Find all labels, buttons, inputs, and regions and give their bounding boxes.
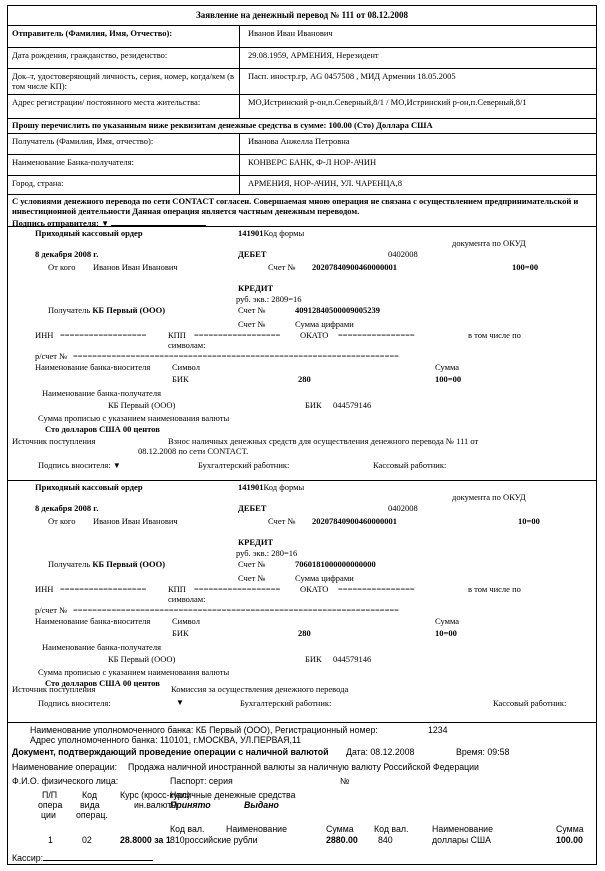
order-header: Приходный кассовый ордер [35, 228, 143, 238]
rub-equivalent: руб. экв.: 280=16 [236, 548, 298, 558]
source-label: Источник поступления [12, 436, 96, 446]
city-country-value: АРМЕНИЯ, НОР-АЧИН, УЛ. ЧАРЕНЦА,8 [248, 178, 402, 188]
recipient-value: Иванова Анжелла Петровна [248, 136, 350, 146]
consent-text: С условиями денежного перевода по сети CONTACT согласен. Совершаемая мною операция не связана с осуществлением предпринимательской и инвестиционной деятельности Данная операция является частным денежным переводом. [12, 196, 579, 216]
accountant-label: Бухгалтерский работник: [240, 698, 332, 708]
cashier-signature-line [12, 853, 153, 864]
recipient-row [8, 134, 596, 155]
depositor-signature-label: Подпись вносителя: [38, 698, 111, 708]
from-name: Иванов Иван Иванович [93, 516, 178, 526]
signature-arrow-icon: ▼ [176, 698, 184, 707]
inn-label: ИНН [35, 584, 54, 594]
accountant-label: Бухгалтерский работник: [198, 460, 290, 470]
recipient-label: Получатель (Фамилия, Имя, отчество): [8, 134, 240, 154]
symbol-label: Символ [172, 362, 200, 372]
signature-arrow-icon: ▼ [101, 219, 109, 229]
form-code-label: Код формы [263, 482, 305, 492]
kpp-value: ================== [194, 584, 281, 594]
sender-value: Иванов Иван Иванович [248, 28, 333, 38]
from-label: От кого [48, 262, 76, 272]
symbol-label: Символ [172, 616, 200, 626]
exchange-table-row [8, 836, 596, 847]
passport-label: Паспорт: серия [170, 776, 233, 786]
debit-label: ДЕБЕТ [238, 503, 267, 513]
authorized-bank-line: Наименование уполномоченного банка: КБ Первый (ООО), Регистрационный номер: [30, 725, 378, 735]
bank-recipient-name: КБ Первый (ООО) [108, 400, 176, 410]
including-label: в том числе по [468, 584, 521, 594]
cash-order-1 [8, 226, 596, 480]
order-date: 8 декабря 2008 г. [35, 249, 99, 259]
col-rate-2: ин.валюты [134, 800, 178, 810]
consent-block [8, 195, 596, 229]
credit-account: 40912840500009005239 [295, 305, 380, 315]
form-code-label: Код формы [263, 228, 305, 238]
kpp-label: КПП [168, 330, 186, 340]
okud-code: 0402008 [388, 503, 418, 513]
form-code-line [238, 229, 304, 239]
row-currency-name-out: доллары США [432, 835, 491, 845]
payee-name: КБ Первый (ООО) [92, 559, 166, 569]
from-name: Иванов Иван Иванович [93, 262, 178, 272]
rs-label: р/счет № [35, 605, 68, 615]
passport-number-label: № [340, 776, 350, 786]
sum-value: 10=00 [435, 628, 457, 638]
payee-label: Получатель [48, 559, 91, 569]
currency-exchange-block [8, 722, 596, 864]
rs-value: ==================================================================== [73, 605, 399, 615]
id-doc-label: Док–т, удостоверяющий личность, серия, номер, когда/кем (в том числе КП): [8, 69, 240, 94]
row-sum-in: 2880.00 [326, 835, 358, 845]
row-rate: 28.8000 за 1 [120, 835, 171, 845]
page-title [8, 6, 596, 26]
form-code: 141901 [238, 482, 264, 492]
operation-name-label: Наименование операции: [12, 762, 118, 772]
rub-equivalent: руб. экв.: 2809=16 [236, 294, 302, 304]
credit-label: КРЕДИТ [238, 283, 274, 293]
operation-time: Время: 09:58 [456, 747, 510, 757]
bik-label: БИК [172, 374, 189, 384]
credit-account: 7060181000000000000 [295, 559, 376, 569]
account-label: Счет № [268, 262, 296, 272]
cashier-label: Кассовый работник: [373, 460, 447, 470]
okato-label: ОКАТО [300, 330, 329, 340]
bank-recipient-name: КБ Первый (ООО) [108, 654, 176, 664]
payee-label: Получатель [48, 305, 91, 315]
col-pp-2: опера [38, 800, 63, 810]
bik2-label: БИК [305, 654, 322, 664]
sum-label: Сумма [435, 616, 460, 626]
sub-code-out: Код вал. [374, 824, 409, 834]
confirmation-doc-title: Документ, подтверждающий проведение операции с наличной валютой [12, 747, 329, 757]
operation-name-value: Продажа наличной иностранной валюты за наличную валюту Российской Федерации [128, 762, 479, 772]
sum-digits-label: Сумма цифрами [295, 319, 354, 329]
recipient-bank-row [8, 155, 596, 176]
okud-label: документа по ОКУД [452, 238, 526, 248]
col-code-1: Код [82, 790, 97, 800]
issued-label: Выдано [244, 800, 279, 810]
okato-value: ================ [338, 584, 415, 594]
cash-order-2 [8, 480, 596, 722]
registration-number: 1234 [428, 725, 448, 735]
credit-label: КРЕДИТ [238, 537, 274, 547]
symbols-label: символам: [168, 340, 206, 350]
bank-address-line: Адрес уполномоченного банка: 110101, г.МОСКВА, УЛ.ПЕРВАЯ,11 [30, 735, 302, 745]
bik2-value: 044579146 [333, 654, 372, 664]
sub-sum-out: Сумма [556, 824, 584, 834]
debit-account: 20207840900460000001 [312, 262, 397, 272]
depositor-signature [38, 461, 121, 471]
source-label: Источник поступления [12, 684, 96, 694]
debit-account: 20207840900460000001 [312, 516, 397, 526]
row-currency-code-in: 810 [170, 835, 185, 845]
rs-value: ==================================================================== [73, 351, 399, 361]
transfer-request-row [8, 119, 596, 134]
okud-code: 0402008 [388, 249, 418, 259]
sum-value: 100=00 [435, 374, 462, 384]
row-currency-name-in: российские рубли [184, 835, 258, 845]
symbol-value: 280 [298, 628, 311, 638]
cash-funds-label: Наличные денежные средства [170, 790, 296, 800]
city-country-row [8, 176, 596, 195]
address-row [8, 95, 596, 119]
payee-line [48, 306, 165, 316]
sum-label: Сумма [435, 362, 460, 372]
row-sum-out: 100.00 [556, 835, 583, 845]
person-name-label: Ф.И.О. физического лица: [12, 776, 119, 786]
col-pp-1: П/П [42, 790, 58, 800]
inn-value: ================== [60, 330, 147, 340]
order-amount: 10=00 [518, 516, 540, 526]
transfer-request-text: Прошу перечислить по указанным ниже реквизитам денежные средства в сумме: 100.00 (Сто) Доллара США [12, 120, 433, 130]
sub-sum-in: Сумма [326, 824, 354, 834]
birth-value: 29.08.1959, АРМЕНИЯ, Нерезидент [248, 50, 379, 60]
debit-label: ДЕБЕТ [238, 249, 267, 259]
address-label: Адрес регистрации/ постоянного места жительства: [8, 95, 240, 118]
source-line2: 08.12.2008 по сети CONTACT. [138, 446, 249, 456]
credit-account-label: Счет № [238, 305, 266, 315]
inn-value: ================== [60, 584, 147, 594]
accepted-label: Принято [170, 800, 211, 810]
sender-label: Отправитель (Фамилия, Имя, Отчество): [8, 26, 240, 47]
sum-words: Сто долларов США 00 центов [45, 424, 160, 434]
sub-code-in: Код вал. [170, 824, 205, 834]
col-code-2: вида [80, 800, 100, 810]
bank-recipient-label: Наименование банка-получателя [42, 642, 161, 652]
id-doc-value: Пасп. иностр.гр, AG 0457508 , МИД Армении 18.05.2005 [248, 71, 456, 81]
order-date: 8 декабря 2008 г. [35, 503, 99, 513]
signature-arrow-icon: ▼ [112, 461, 121, 470]
address-value: МО,Истринский р-он,п.Северный,8/1 / МО,Истринский р-он,п.Северный,8/1 [248, 97, 527, 107]
recipient-bank-value: КОНВЕРС БАНК, Ф-Л НОР-АЧИН [248, 157, 377, 167]
sender-row [8, 26, 596, 48]
order-header: Приходный кассовый ордер [35, 482, 143, 492]
sub-name-in: Наименование [226, 824, 287, 834]
payee-line [48, 560, 165, 570]
cashier-signature-label: Кассир: [12, 853, 44, 863]
bik2-value: 044579146 [333, 400, 372, 410]
sum-words-label: Сумма прописью с указанием наименования валюты [38, 413, 230, 423]
credit-account-label: Счет № [238, 559, 266, 569]
account-label-2: Счет № [238, 573, 266, 583]
depositor-signature-label: Подпись вносителя: [38, 460, 111, 470]
source-line1: Взнос наличных денежных средств для осуществления денежного перевода № 111 от [168, 436, 479, 446]
col-pp-3: ции [41, 810, 56, 820]
okato-label: ОКАТО [300, 584, 329, 594]
form-code: 141901 [238, 228, 264, 238]
account-label-2: Счет № [238, 319, 266, 329]
cashier-label: Кассовый работник: [493, 698, 567, 708]
birth-row [8, 48, 596, 69]
cashier-underline [43, 853, 153, 861]
okud-label: документа по ОКУД [452, 492, 526, 502]
sum-digits-label: Сумма цифрами [295, 573, 354, 583]
row-op-code: 02 [82, 835, 92, 845]
kpp-label: КПП [168, 584, 186, 594]
birth-label: Дата рождения, гражданство, резиденство: [8, 48, 240, 68]
account-label: Счет № [268, 516, 296, 526]
sender-signature-label: Подпись отправителя: [12, 218, 99, 229]
source-line1: Комиссия за осуществления денежного перевода [171, 684, 349, 694]
id-doc-row [8, 69, 596, 95]
row-currency-in [170, 836, 258, 846]
sum-words-label: Сумма прописью с указанием наименования валюты [38, 667, 230, 677]
form-code-line [238, 483, 304, 493]
sum-words: Сто долларов США 00 центов [45, 678, 160, 688]
sub-name-out: Наименование [432, 824, 493, 834]
from-label: От кого [48, 516, 76, 526]
symbols-label: символам: [168, 594, 206, 604]
recipient-bank-label: Наименование Банка-получателя: [8, 155, 240, 175]
inn-label: ИНН [35, 330, 54, 340]
bank-recipient-label: Наименование банка-получателя [42, 388, 161, 398]
order-amount: 100=00 [512, 262, 539, 272]
col-code-3: операц. [76, 810, 108, 820]
bank-depositor-label: Наименование банка-вносителя [35, 616, 151, 626]
col-rate-1: Курс (кросс-курс) [120, 790, 190, 800]
okato-value: ================ [338, 330, 415, 340]
row-pp: 1 [48, 835, 53, 845]
bank-depositor-label: Наименование банка-вносителя [35, 362, 151, 372]
payee-name: КБ Первый (ООО) [92, 305, 166, 315]
bik-label: БИК [172, 628, 189, 638]
rs-label: р/счет № [35, 351, 68, 361]
symbol-value: 280 [298, 374, 311, 384]
signature-underline [111, 218, 206, 226]
document-title: Заявление на денежный перевод № 111 от 08.12.2008 [196, 10, 408, 20]
row-currency-code-out: 840 [378, 835, 393, 845]
city-country-label: Город, страна: [8, 176, 240, 194]
bik2-label: БИК [305, 400, 322, 410]
kpp-value: ================== [194, 330, 281, 340]
document-frame [7, 5, 597, 865]
including-label: в том числе по [468, 330, 521, 340]
operation-date: Дата: 08.12.2008 [346, 747, 415, 757]
